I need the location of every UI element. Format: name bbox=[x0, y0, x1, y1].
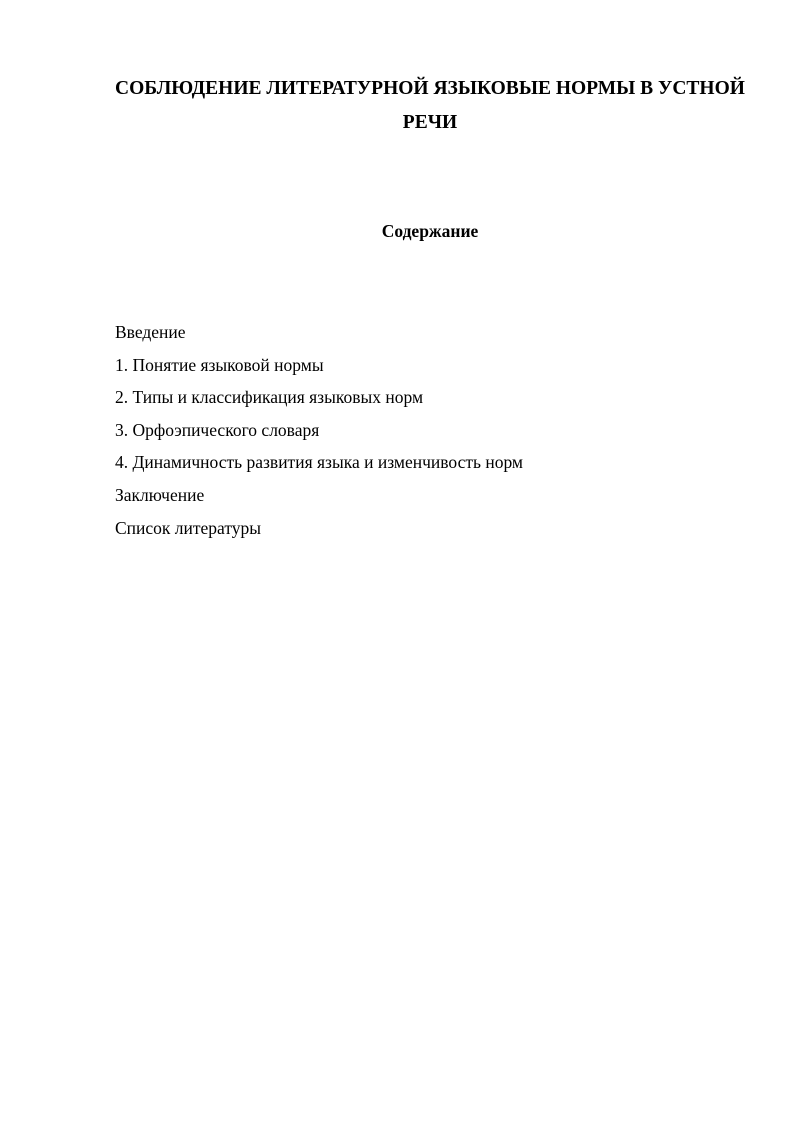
document-title: СОБЛЮДЕНИЕ ЛИТЕРАТУРНОЙ ЯЗЫКОВЫЕ НОРМЫ В УСТНОЙ РЕЧИ bbox=[115, 78, 745, 133]
toc-item-introduction: Введение bbox=[115, 322, 186, 342]
toc-item-section-1: 1. Понятие языковой нормы bbox=[115, 354, 324, 375]
toc-item-section-3: 3. Орфоэпического словаря bbox=[115, 419, 320, 440]
toc-item-conclusion: Заключение bbox=[115, 484, 205, 505]
table-of-contents bbox=[115, 316, 735, 544]
toc-item-section-4: 4. Динамичность развития языка и изменчивость норм bbox=[115, 452, 524, 473]
toc-item-section-2: 2. Типы и классификация языковых норм bbox=[115, 387, 424, 408]
toc-item-references: Список литературы bbox=[115, 517, 262, 538]
toc-heading: Содержание bbox=[381, 221, 479, 241]
